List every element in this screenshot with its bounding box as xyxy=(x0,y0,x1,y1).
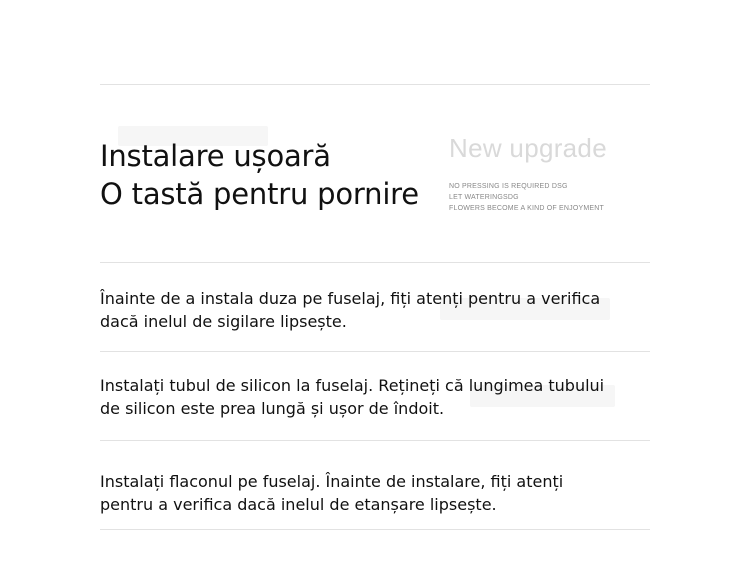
upgrade-badge-title: New upgrade xyxy=(449,133,607,163)
divider-step-2 xyxy=(100,440,650,441)
divider-heading xyxy=(100,262,650,263)
upgrade-badge-caption xyxy=(449,181,604,214)
caption-line-2: LET WATERINGSDG xyxy=(449,194,519,201)
divider-step-1 xyxy=(100,351,650,352)
instruction-step-1: Înainte de a instala duza pe fuselaj, fiți atenți pentru a verifica dacă inelul de sigilare lipsește. xyxy=(100,289,601,331)
title-line-1: Instalare ușoară xyxy=(100,139,331,173)
divider-top xyxy=(100,84,650,85)
instruction-step-3: Instalați flaconul pe fuselaj. Înainte de instalare, fiți atenți pentru a verifica dacă inelul de etanșare lipsește. xyxy=(100,472,564,514)
caption-line-3: FLOWERS BECOME A KIND OF ENJOYMENT xyxy=(449,205,604,212)
divider-bottom xyxy=(100,529,650,530)
instruction-step-2: Instalați tubul de silicon la fuselaj. Rețineți că lungimea tubului de silicon este prea lungă și ușor de îndoit. xyxy=(100,376,605,418)
caption-line-1: NO PRESSING IS REQUIRED DSG xyxy=(449,183,568,190)
page-title xyxy=(100,137,419,213)
title-line-2: O tastă pentru pornire xyxy=(100,177,419,211)
